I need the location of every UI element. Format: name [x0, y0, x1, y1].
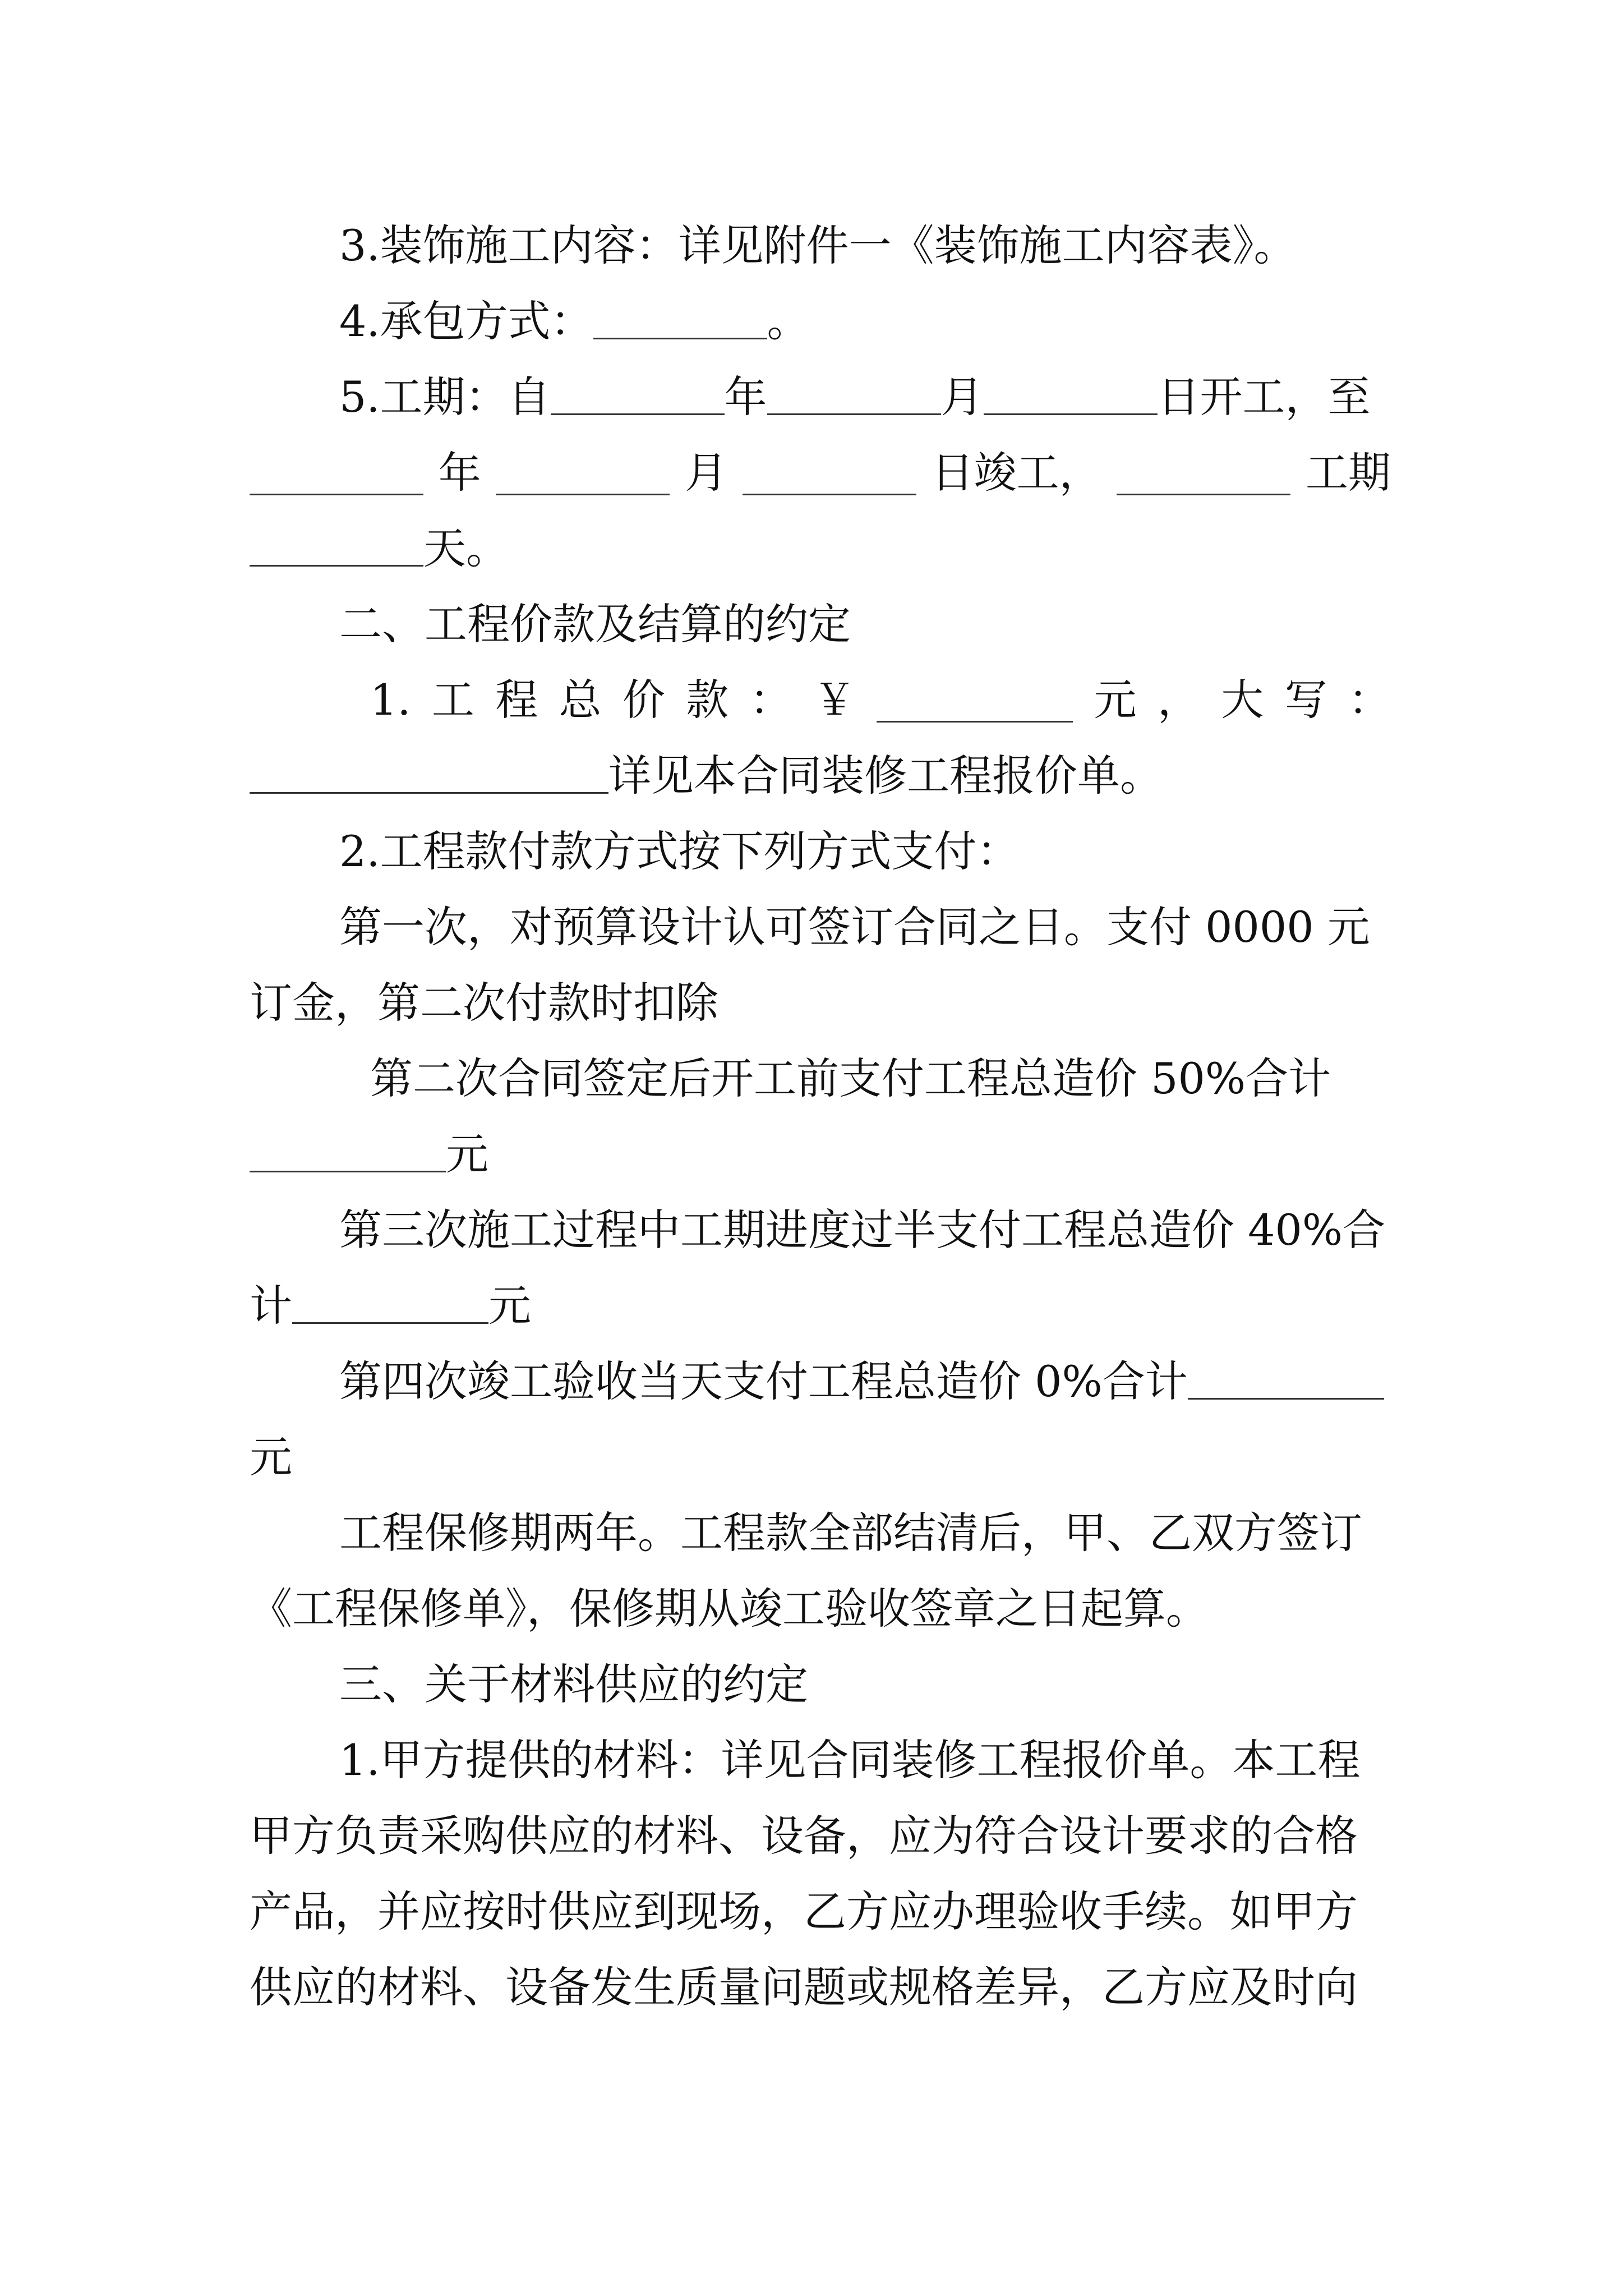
duration-blank-a[interactable] — [1117, 451, 1290, 495]
section-2-heading — [250, 586, 1391, 662]
payment-2-line-1 — [250, 1041, 1391, 1117]
payment-method-line — [250, 813, 1391, 890]
item-4-line — [250, 283, 1391, 360]
total-price-char-2: 程 — [495, 675, 538, 725]
end-year-label: 年 — [438, 448, 481, 498]
capital-char-2: 写 — [1284, 675, 1327, 725]
item-5-label: 5.工期：自 — [339, 372, 551, 422]
capital-char-1: 大 — [1221, 675, 1264, 725]
quote-reference: 详见本合同装修工程报价单。 — [608, 751, 1163, 800]
total-price-char-4: 价 — [622, 675, 665, 725]
payment-method-text: 2.工程款付款方式按下列方式支付： — [339, 826, 1020, 876]
payment-4-amount-blank[interactable] — [1188, 1355, 1384, 1400]
payment-1-line-2 — [250, 965, 1391, 1041]
payment-2-yuan: 元 — [446, 1129, 488, 1179]
total-price-char-1: 工 — [431, 675, 474, 725]
capital-amount-blank[interactable] — [250, 749, 608, 794]
start-year-blank[interactable] — [551, 371, 725, 415]
payment-1-text-2: 订金，第二次付款时扣除 — [250, 978, 718, 1028]
total-price-char-3: 总 — [559, 675, 602, 725]
total-price-blank[interactable] — [877, 678, 1073, 723]
end-year-blank[interactable] — [250, 451, 423, 495]
payment-1-text: 第一次，对预算设计认可签订合同之日。支付 0000 元 — [339, 902, 1370, 952]
payment-3-amount-blank[interactable] — [292, 1280, 488, 1324]
total-price-line — [250, 662, 1391, 738]
materials-line-4 — [250, 1949, 1391, 2026]
end-day-blank[interactable] — [743, 451, 916, 495]
item-4-label: 4.承包方式： — [339, 296, 593, 346]
contract-type-blank[interactable] — [593, 295, 767, 339]
end-month-blank[interactable] — [496, 451, 670, 495]
section-3-heading — [250, 1646, 1391, 1723]
capital-colon: ： — [1348, 675, 1391, 725]
comma: ， — [1157, 675, 1200, 725]
materials-text-4: 供应的材料、设备发生质量问题或规格差异，乙方应及时向 — [250, 1962, 1358, 2012]
warranty-text: 工程保修期两年。工程款全部结清后，甲、乙双方签订 — [339, 1508, 1362, 1558]
materials-line-1 — [250, 1722, 1391, 1798]
materials-text-2: 甲方负责采购供应的材料、设备，应为符合设计要求的合格 — [250, 1811, 1358, 1861]
payment-3-line-1 — [250, 1192, 1391, 1268]
start-day-label: 日开工，至 — [1157, 372, 1371, 422]
payment-3-line-2 — [250, 1268, 1391, 1344]
materials-line-2 — [250, 1798, 1391, 1874]
payment-4-line-2 — [250, 1419, 1391, 1496]
item-5-line-3 — [250, 510, 1391, 587]
yuan-label: 元 — [1094, 675, 1137, 725]
warranty-text-2: 《工程保修单》，保修期从竣工验收签章之日起算。 — [250, 1584, 1209, 1634]
duration-label: 工期 — [1305, 448, 1391, 498]
section-3-title: 三、关于材料供应的约定 — [339, 1659, 808, 1709]
payment-4-yuan: 元 — [250, 1432, 292, 1482]
total-price-colon: ： — [749, 675, 792, 725]
month-label: 月 — [940, 372, 984, 422]
payment-2-line-2 — [250, 1116, 1391, 1193]
item-3-line — [250, 208, 1391, 284]
item-5-line-1 — [250, 359, 1391, 435]
payment-1-line-1 — [250, 889, 1391, 965]
start-month-blank[interactable] — [767, 371, 941, 415]
yuan-symbol: ￥ — [813, 675, 856, 725]
duration-days-blank[interactable] — [250, 522, 423, 567]
materials-text-3: 产品，并应按时供应到现场，乙方应办理验收手续。如甲方 — [250, 1887, 1358, 1936]
materials-line-3 — [250, 1874, 1391, 1950]
start-day-blank[interactable] — [984, 371, 1158, 415]
payment-2-text: 第二次合同签定后开工前支付工程总造价 50%合计 — [370, 1053, 1331, 1103]
payment-3-yuan: 元 — [488, 1281, 531, 1331]
payment-4-text: 第四次竣工验收当天支付工程总造价 0%合计 — [339, 1356, 1188, 1406]
total-price-num: 1. — [370, 675, 411, 725]
payment-3-ji: 计 — [250, 1281, 292, 1331]
days-label: 天。 — [423, 523, 509, 573]
total-price-char-5: 款 — [686, 675, 729, 725]
end-day-label: 日竣工， — [931, 448, 1102, 498]
warranty-line-2 — [250, 1571, 1391, 1647]
item-4-suffix: 。 — [767, 296, 810, 346]
item-5-line-2 — [250, 435, 1391, 511]
item-3-text: 3.装饰施工内容：详见附件一《装饰施工内容表》。 — [339, 220, 1297, 270]
end-month-label: 月 — [685, 448, 728, 498]
total-price-line-2 — [250, 738, 1391, 814]
payment-2-amount-blank[interactable] — [250, 1128, 446, 1172]
warranty-line-1 — [250, 1495, 1391, 1571]
payment-4-line-1 — [250, 1343, 1391, 1420]
materials-text-1: 1.甲方提供的材料：详见合同装修工程报价单。本工程 — [339, 1735, 1361, 1785]
section-2-title: 二、工程价款及结算的约定 — [339, 599, 851, 649]
payment-3-text: 第三次施工过程中工期进度过半支付工程总造价 40%合 — [339, 1205, 1386, 1255]
year-label: 年 — [724, 372, 767, 422]
